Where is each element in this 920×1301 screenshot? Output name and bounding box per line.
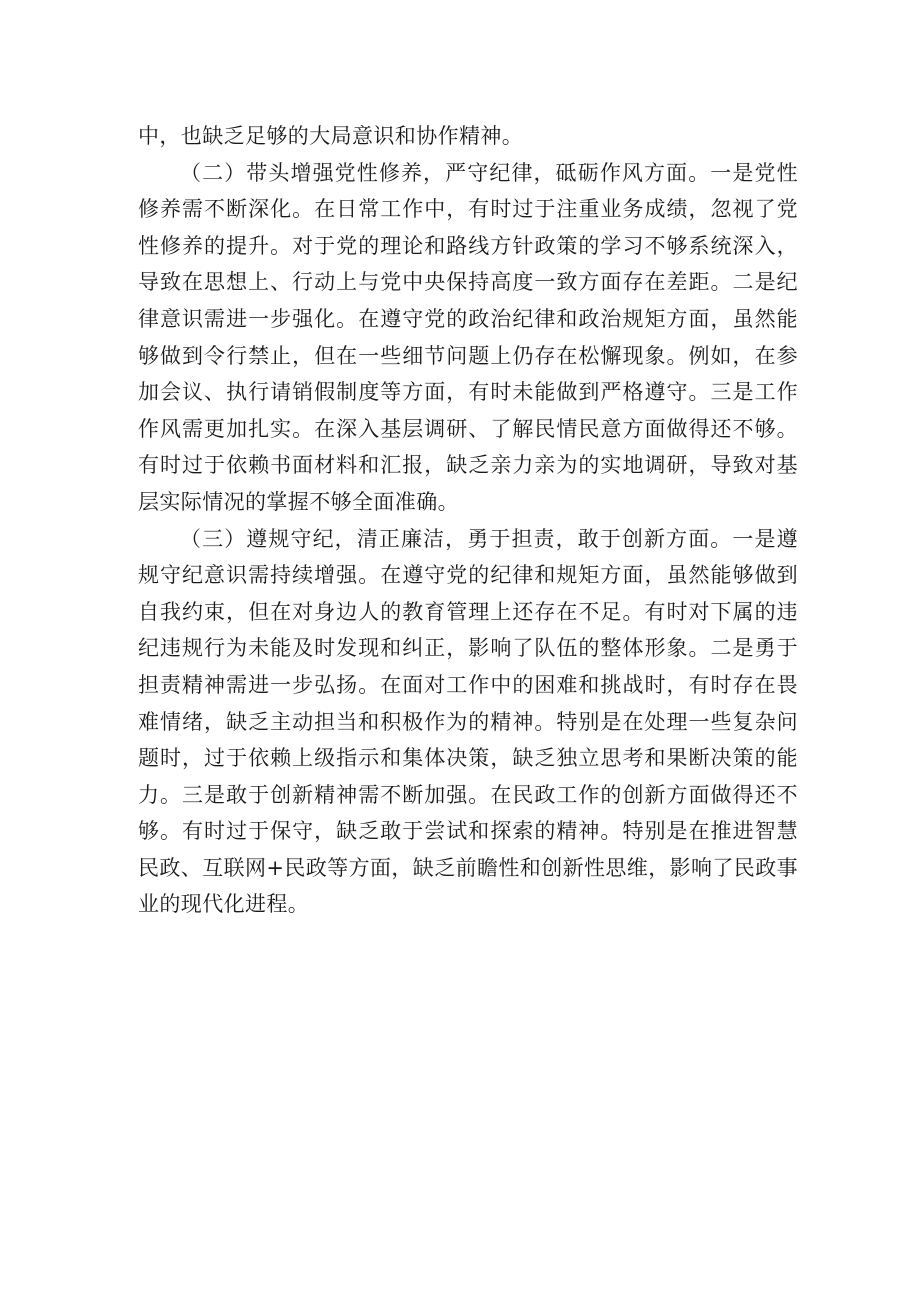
paragraph-section-three: （三）遵规守纪，清正廉洁，勇于担责，敢于创新方面。一是遵规守纪意识需持续增强。在遵守党的纪律和规矩方面，虽然能够做到自我约束，但在对身边人的教育管理上还存在不足。有时对下属的违纪违规行为未能及时发现和纠正，影响了队伍的整体形象。二是勇于担责精神需进一步弘扬。在面对工作中的困难和挑战时，有时存在畏难情绪，缺乏主动担当和积极作为的精神。特别是在处理一些复杂问题时，过于依赖上级指示和集体决策，缺乏独立思考和果断决策的能力。三是敢于创新精神需不断加强。在民政工作的创新方面做得还不够。有时过于保守，缺乏敢于尝试和探索的精神。特别是在推进智慧民政、互联网+民政等方面，缺乏前瞻性和创新性思维，影响了民政事业的现代化进程。 — [138, 526, 798, 917]
paragraph-section-two: （二）带头增强党性修养，严守纪律，砥砺作风方面。一是党性修养需不断深化。在日常工作中，有时过于注重业务成绩，忽视了党性修养的提升。对于党的理论和路线方针政策的学习不够系统深入，导致在思想上、行动上与党中央保持高度一致方面存在差距。二是纪律意识需进一步强化。在遵守党的政治纪律和政治规矩方面，虽然能够做到令行禁止，但在一些细节问题上仍存在松懈现象。例如，在参加会议、执行请销假制度等方面，有时未能做到严格遵守。三是工作作风需更加扎实。在深入基层调研、了解民情民意方面做得还不够。有时过于依赖书面材料和汇报，缺乏亲力亲为的实地调研，导致对基层实际情况的掌握不够全面准确。 — [138, 160, 798, 514]
document-body — [138, 118, 798, 923]
paragraph-continuation: 中，也缺乏足够的大局意识和协作精神。 — [138, 124, 524, 148]
